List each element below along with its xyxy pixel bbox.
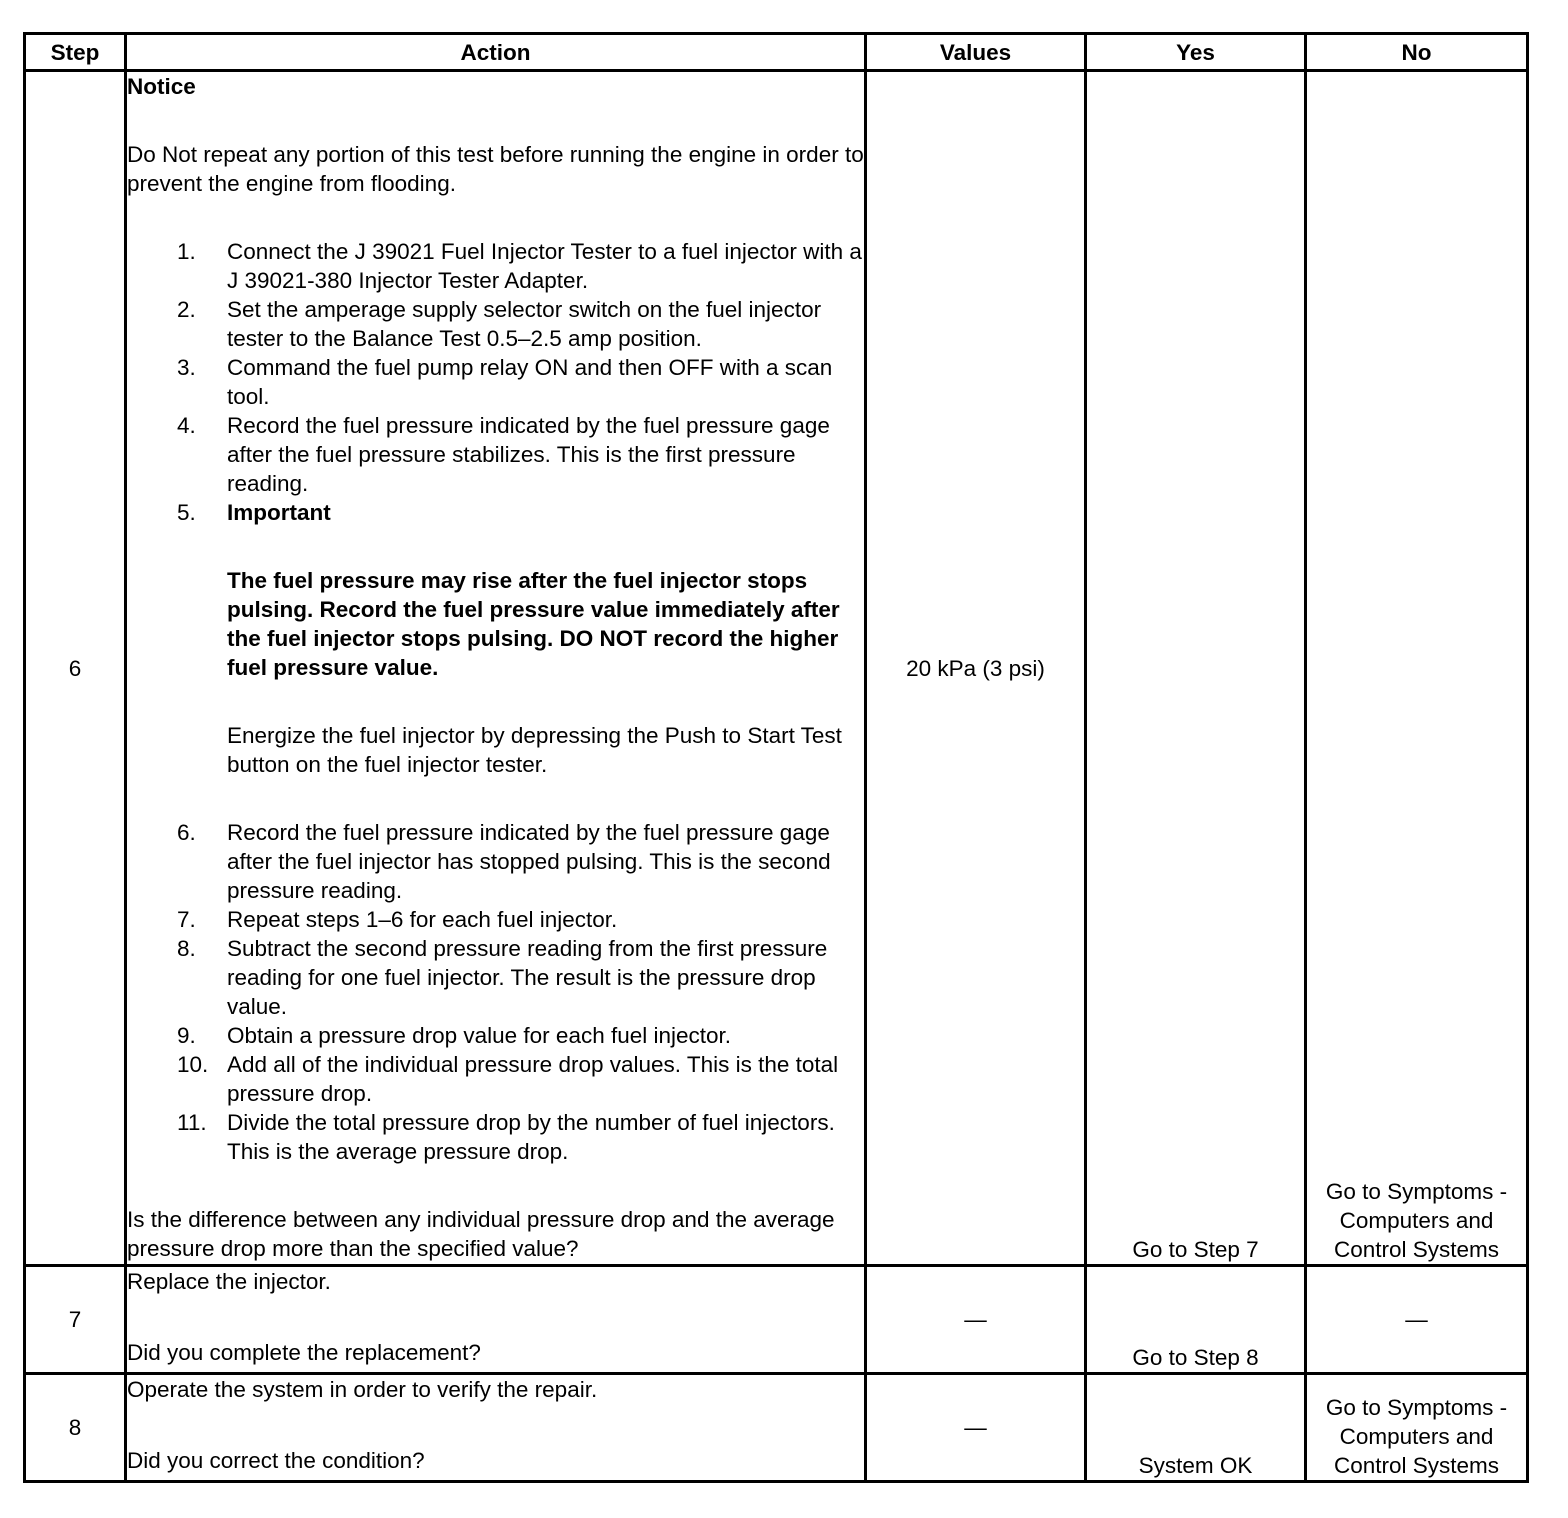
no-cell: — xyxy=(1306,1266,1528,1374)
header-values: Values xyxy=(866,34,1086,71)
list-item: 11. Divide the total pressure drop by the number of fuel injectors. This is the average pressure drop. xyxy=(177,1110,835,1164)
question-text: Did you complete the replacement? xyxy=(127,1340,481,1365)
header-step: Step xyxy=(25,34,126,71)
energize-text: Energize the fuel injector by depressing the Push to Start Test button on the fuel injector tester. xyxy=(227,723,842,777)
list-item: 8. Subtract the second pressure reading from the first pressure reading for one fuel injector. The result is the pressure drop value. xyxy=(177,936,828,1019)
values-cell: — xyxy=(866,1374,1086,1482)
step-number: 6 xyxy=(25,71,126,1266)
table-row-step-8 xyxy=(25,1374,1528,1482)
list-item: 10. Add all of the individual pressure drop values. This is the total pressure drop. xyxy=(177,1052,839,1106)
question-text: Is the difference between any individual pressure drop and the average pressure drop more than the specified value? xyxy=(127,1207,835,1261)
table-row-step-6 xyxy=(25,71,1528,1266)
header-row xyxy=(25,34,1528,71)
yes-cell: System OK xyxy=(1086,1374,1306,1482)
list-item: 1. Connect the J 39021 Fuel Injector Tester to a fuel injector with a J 39021-380 Injector Tester Adapter. xyxy=(177,239,862,293)
values-cell: 20 kPa (3 psi) xyxy=(866,71,1086,1266)
step-number: 8 xyxy=(25,1374,126,1482)
yes-cell: Go to Step 7 xyxy=(1086,71,1306,1266)
action-cell xyxy=(126,1374,866,1482)
values-cell: — xyxy=(866,1266,1086,1374)
header-yes: Yes xyxy=(1086,34,1306,71)
list-item: 7. Repeat steps 1–6 for each fuel injector. xyxy=(177,907,618,932)
table-row-step-7 xyxy=(25,1266,1528,1374)
no-cell: Go to Symptoms - Computers and Control Systems xyxy=(1306,1374,1528,1482)
question-text: Did you correct the condition? xyxy=(127,1448,425,1473)
action-cell xyxy=(126,1266,866,1374)
list-item: 3. Command the fuel pump relay ON and then OFF with a scan tool. xyxy=(177,355,833,409)
no-cell: Go to Symptoms - Computers and Control Systems xyxy=(1306,71,1528,1266)
important-text: The fuel pressure may rise after the fuel injector stops pulsing. Record the fuel pressure value immediately after the fuel injector stops pulsing. DO NOT record the higher fuel pressure value. xyxy=(227,568,840,680)
diagnostic-table xyxy=(23,32,1529,1483)
action-text: Replace the injector. xyxy=(127,1269,331,1294)
header-no: No xyxy=(1306,34,1528,71)
list-item: 4. Record the fuel pressure indicated by the fuel pressure gage after the fuel pressure stabilizes. This is the first pressure reading. xyxy=(177,413,830,496)
header-action: Action xyxy=(126,34,866,71)
list-item: 6. Record the fuel pressure indicated by the fuel pressure gage after the fuel injector has stopped pulsing. This is the second pressure reading. xyxy=(177,820,831,903)
list-item: 9. Obtain a pressure drop value for each fuel injector. xyxy=(177,1023,732,1048)
action-cell xyxy=(126,71,866,1266)
action-text: Operate the system in order to verify the repair. xyxy=(127,1377,598,1402)
list-item-important: 5. Important The fuel pressure may rise after the fuel injector stops pulsing. Record the fuel pressure value immediately after the fuel injector stops pulsing. DO NOT record the higher fuel pressure value. Energize the fuel injector by depressing the Push to Start Test button on the fuel injector tester. xyxy=(127,498,864,818)
important-label: Important xyxy=(227,500,331,525)
procedure-list xyxy=(127,237,864,1166)
notice-text: Do Not repeat any portion of this test before running the engine in order to prevent the engine from flooding. xyxy=(127,142,864,196)
notice-title: Notice xyxy=(127,74,196,99)
yes-cell: Go to Step 8 xyxy=(1086,1266,1306,1374)
step-number: 7 xyxy=(25,1266,126,1374)
list-item: 2. Set the amperage supply selector switch on the fuel injector tester to the Balance Test 0.5–2.5 amp position. xyxy=(177,297,822,351)
